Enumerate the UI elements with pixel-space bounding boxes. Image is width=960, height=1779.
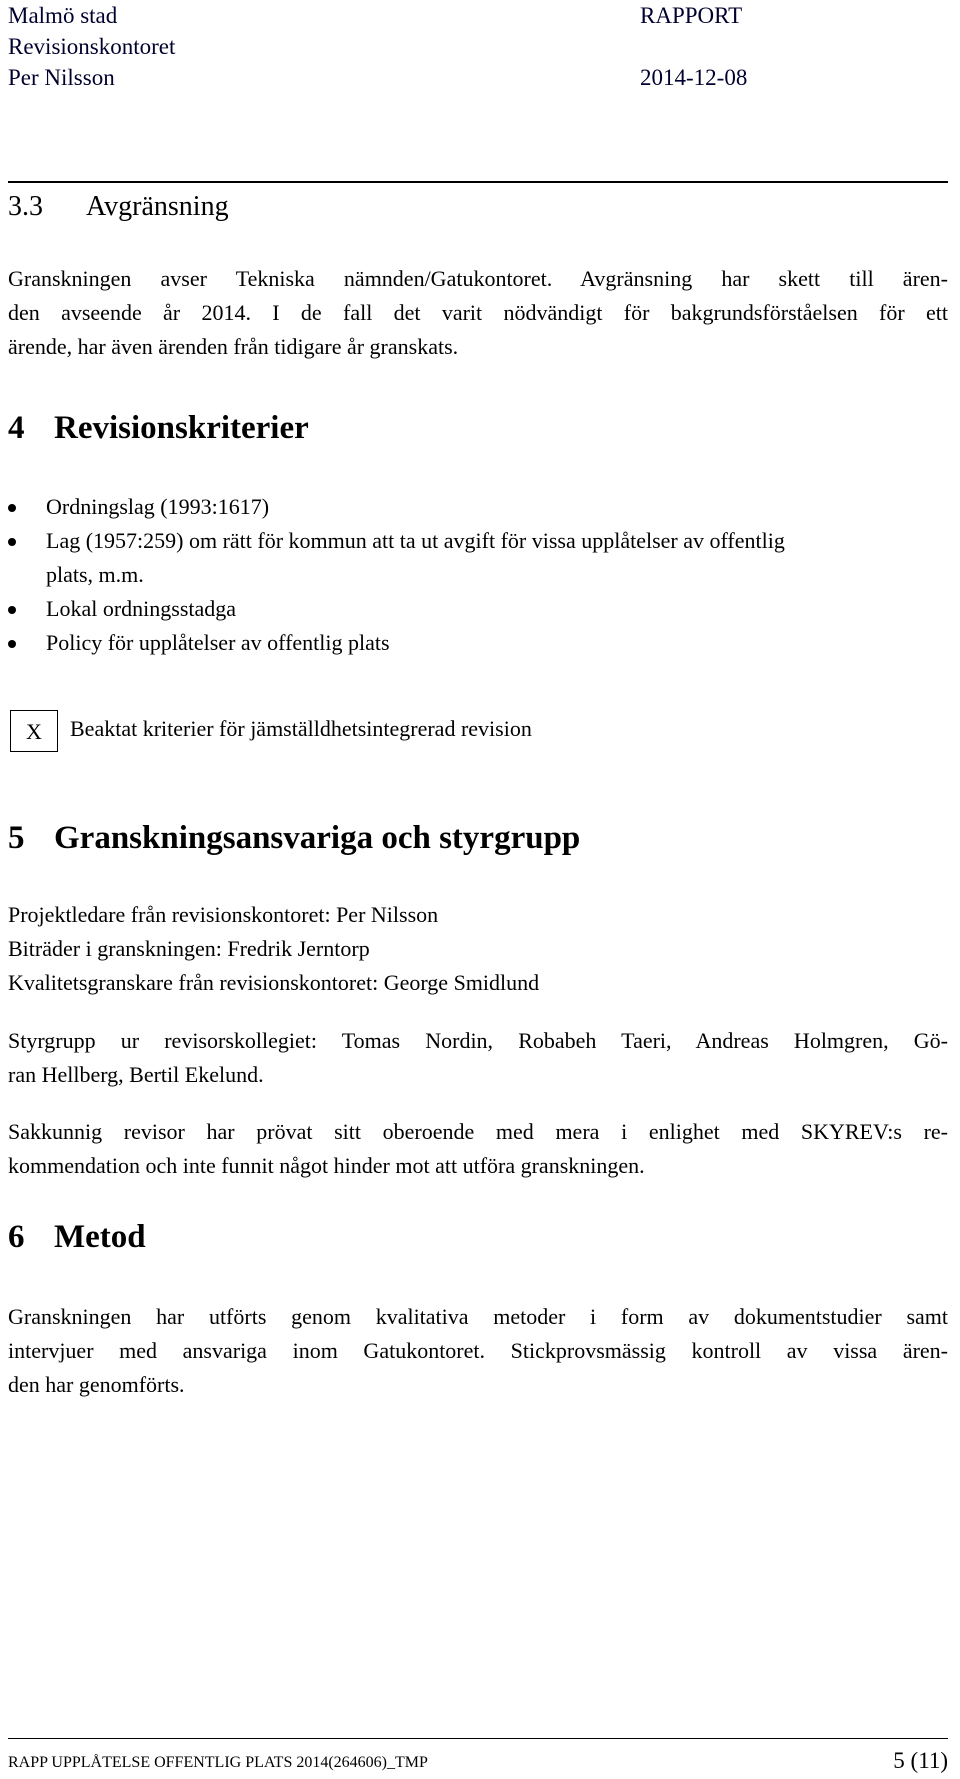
steering-group-paragraph [8,1024,948,1092]
section-heading-5 [8,818,580,858]
method-paragraph [8,1300,948,1402]
list-item [8,490,948,524]
section-number: 3.3 [8,191,43,222]
paragraph-line: Sakkunnig revisor har prövat sitt oberoende med mera i enlighet med SKYREV:s re- [8,1119,948,1144]
expert-paragraph [8,1115,948,1183]
header-org: Malmö stad [8,3,118,28]
list-item [8,592,948,626]
page-number: 5 (11) [893,1748,948,1773]
section-heading-6 [8,1217,146,1257]
bullet-icon [8,606,16,614]
bullet-icon [8,538,16,546]
section-title: Granskningsansvariga och styrgrupp [54,820,581,856]
list-item-text: Lokal ordningsstadga [46,596,237,621]
checkbox-label: Beaktat kriterier för jämställdhetsintegrerad revision [70,716,532,741]
gender-criteria-checkbox: X [10,710,58,752]
role-line: Kvalitetsgranskare från revisionskontoret: George Smidlund [8,970,540,995]
header-divider [8,181,948,183]
page-header [8,0,948,93]
paragraph-scope [8,262,948,364]
roles-block [8,898,948,1000]
section-title: Revisionskriterier [54,410,309,446]
list-item-text: Policy för upplåtelser av offentlig plats [46,630,390,655]
list-item-text: Ordningslag (1993:1617) [46,494,270,519]
paragraph-line: den avseende år 2014. I de fall det varit nödvändigt för bakgrundsförståelsen för ett [8,300,948,325]
paragraph-line: den har genomförts. [8,1372,185,1397]
list-item-text: Lag (1957:259) om rätt för kommun att ta ut avgift för vissa upplåtelser av offentlig [46,528,785,553]
paragraph-line: Granskningen avser Tekniska nämnden/Gatukontoret. Avgränsning har skett till ären- [8,266,948,291]
list-item [8,524,948,592]
list-item-text: plats, m.m. [46,562,144,587]
footer-doc-ref: RAPP UPPLÅTELSE OFFENTLIG PLATS 2014(264606)_TMP [8,1754,428,1771]
paragraph-line: intervjuer med ansvariga inom Gatukontoret. Stickprovsmässig kontroll av vissa ären- [8,1338,948,1363]
header-date: 2014-12-08 [640,65,748,90]
footer-divider [8,1738,948,1739]
bullet-icon [8,504,16,512]
criteria-list [8,490,948,660]
role-line: Biträder i granskningen: Fredrik Jerntorp [8,936,370,961]
section-heading-3-3 [8,190,229,224]
section-title: Avgränsning [86,191,229,222]
paragraph-line: Granskningen har utförts genom kvalitativa metoder i form av dokumentstudier samt [8,1304,948,1329]
section-number: 4 [8,410,25,446]
list-item [8,626,948,660]
section-number: 6 [8,1219,25,1255]
role-line: Projektledare från revisionskontoret: Per Nilsson [8,902,439,927]
header-author: Per Nilsson [8,65,115,90]
paragraph-line: kommendation och inte funnit något hinder mot att utföra granskningen. [8,1153,645,1178]
section-number: 5 [8,820,25,856]
header-doc-type: RAPPORT [640,3,743,28]
paragraph-line: Styrgrupp ur revisorskollegiet: Tomas Nordin, Robabeh Taeri, Andreas Holmgren, Gö- [8,1028,948,1053]
bullet-icon [8,640,16,648]
section-heading-4 [8,408,309,448]
paragraph-line: ärende, har även ärenden från tidigare år granskats. [8,334,459,359]
section-title: Metod [54,1219,146,1255]
paragraph-line: ran Hellberg, Bertil Ekelund. [8,1062,264,1087]
header-department: Revisionskontoret [8,34,176,59]
page-footer [8,1747,948,1777]
